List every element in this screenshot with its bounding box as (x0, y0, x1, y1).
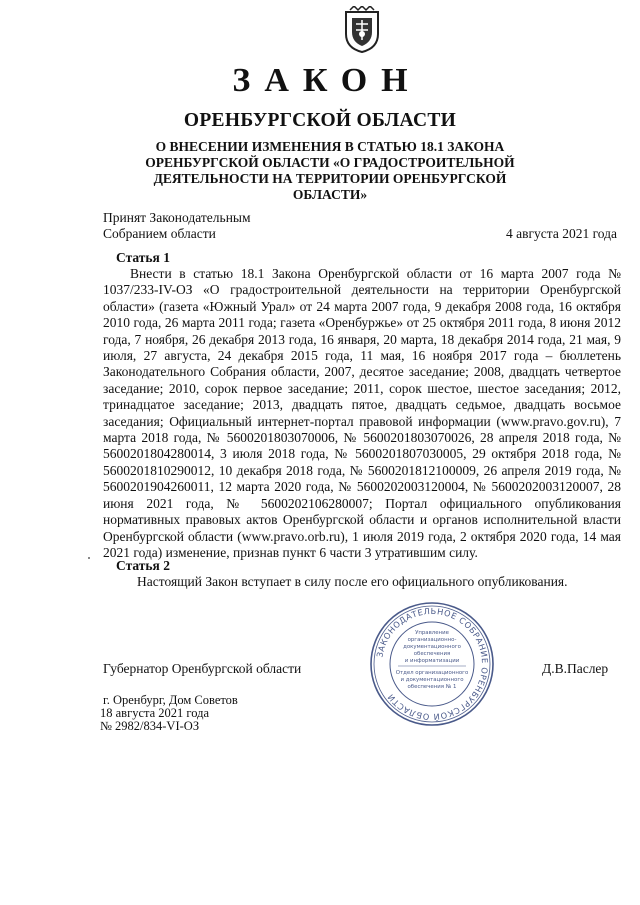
adoption-note (103, 210, 251, 242)
footer-date: 18 августа 2021 года (100, 706, 210, 720)
footer-number: № 2982/834-VI-ОЗ (100, 719, 200, 733)
article-2-heading: Статья 2 (116, 558, 170, 573)
governor-name: Д.В.Паслер (542, 661, 609, 676)
document-title: ЗАКОН (232, 62, 422, 99)
official-seal (368, 600, 496, 728)
adoption-line: Собранием области (103, 226, 216, 241)
subtitle-line: О ВНЕСЕНИИ ИЗМЕНЕНИЯ В СТАТЬЮ 18.1 ЗАКОНА (155, 139, 505, 154)
article-1-heading: Статья 1 (116, 250, 170, 265)
svg-text:организационно-: организационно- (407, 637, 457, 643)
scan-speck (88, 557, 90, 559)
svg-text:Отдел организационного: Отдел организационного (395, 670, 469, 676)
subtitle-line: ОРЕНБУРГСКОЙ ОБЛАСТИ «О ГРАДОСТРОИТЕЛЬНОЙ (145, 155, 515, 170)
footer-place: г. Оренбург, Дом Советов (103, 693, 238, 707)
svg-text:Управление: Управление (415, 630, 449, 636)
svg-text:обеспечения: обеспечения (413, 651, 451, 657)
document-subtitle (120, 139, 540, 203)
adoption-date: 4 августа 2021 года (506, 226, 617, 241)
article-2-text: Настоящий Закон вступает в силу после его официального опубликования. (137, 574, 568, 589)
svg-text:ЗАКОНОДАТЕЛЬНОЕ СОБРАНИЕ ОРЕНБ: ЗАКОНОДАТЕЛЬНОЕ СОБРАНИЕ ОРЕНБУРГСКОЙ ОБЛАСТИ (374, 605, 491, 723)
svg-text:обеспечения № 1: обеспечения № 1 (407, 684, 457, 690)
adoption-line: Принят Законодательным (103, 210, 251, 225)
article-1-text: Внести в статью 18.1 Закона Оренбургской области от 16 марта 2007 года № 1037/233-IV-ОЗ «О градостроительной деятельности на территории Оренбургской области» (газета «Южный Урал» от 24 марта 2007 года, 9 декабря 2008 года, 16 октября 2010 года, 26 марта 2011 года; газета «Оренбуржье» от 25 октября 2011 года, 8 июня 2012 года, 7 ноября, 26 декабря 2013 года, 16 января, 20 марта, 18 декабря 2014 года, 21 мая, 9 июля, 27 августа, 24 декабря 2015 года, 11 мая, 16 ноября 2017 года – бюллетень Законодательного Собрания области, 2007, десятое заседание; 2008, двадцать четвертое заседание; 2010, сорок первое заседание; 2011, сорок шестое, шестое заседания; 2012, тринадцатое заседание; 2013, двадцать пятое, двадцать седьмое, двадцать восьмое заседания; Официальный интернет-портал правовой информации (www.pravo.gov.ru), 7 марта 2018 года, № 5600201803070006, № 5600201803070026, 28 апреля 2018 года, № 5600201804280014, 3 июля 2018 года, № 5600201807030005, 29 октября 2018 года, № 5600201810290012, 10 декабря 2018 года, № 5600201812100009, 26 апреля 2019 года, № 5600201904260011, 12 марта 2020 года, № 5600202003120004, № 5600202003120007, 28 июня 2021 года, № 5600202106280007; Портал официального опубликования нормативных правовых актов Оренбургской области и органов исполнительной власти Оренбургской области (www.pravo.orb.ru), 1 июля 2019 года, 2 октября 2020 года, 14 мая 2021 года) изменение, признав пункт 6 части 3 утратившим силу. (103, 266, 621, 560)
document-footer (100, 693, 238, 733)
document-region: ОРЕНБУРГСКОЙ ОБЛАСТИ (183, 110, 457, 131)
subtitle-line: ДЕЯТЕЛЬНОСТИ НА ТЕРРИТОРИИ ОРЕНБУРГСКОЙ ОБЛАСТИ» (153, 171, 507, 202)
svg-text:документационного: документационного (403, 644, 461, 650)
coat-of-arms-icon (340, 6, 384, 54)
svg-text:и документационного: и документационного (400, 677, 464, 683)
svg-text:и информатизации: и информатизации (404, 658, 460, 664)
governor-title: Губернатор Оренбургской области (103, 661, 302, 676)
